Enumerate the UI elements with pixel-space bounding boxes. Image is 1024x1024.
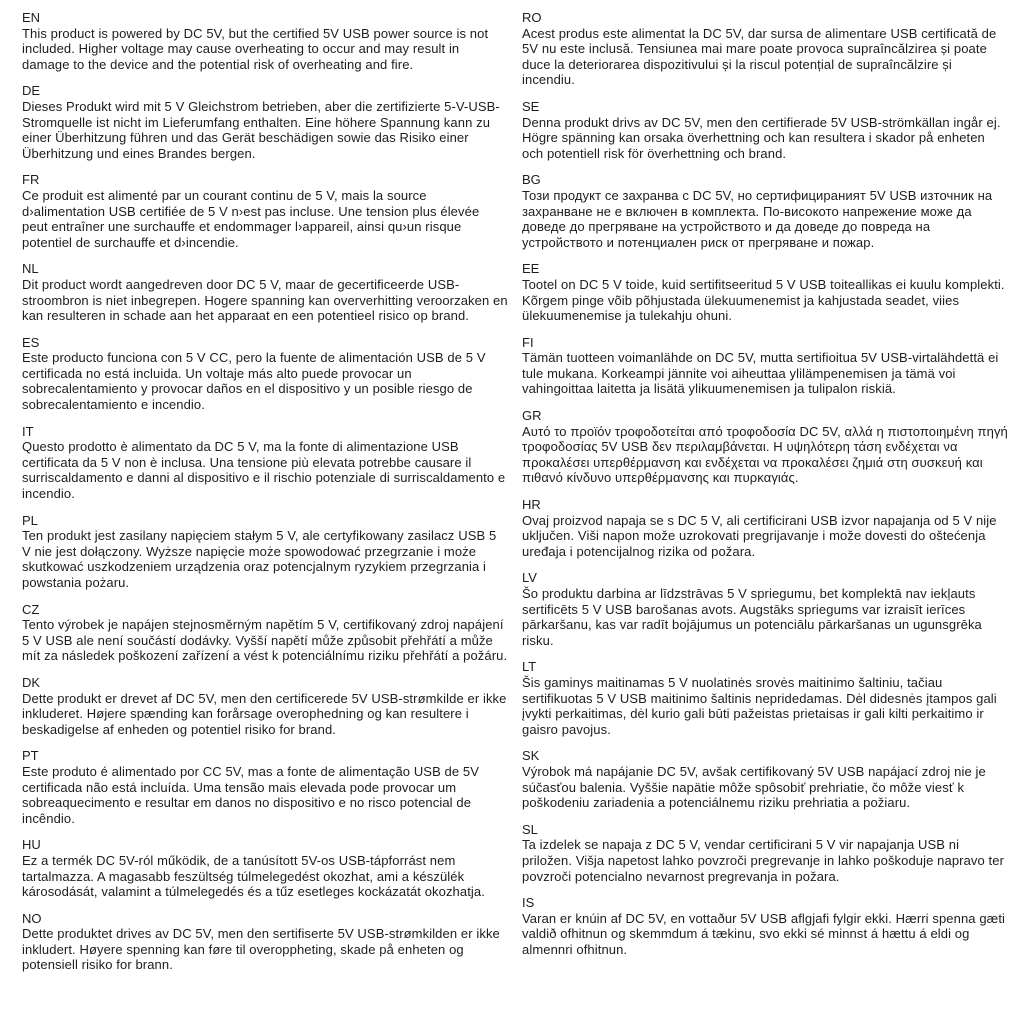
language-code-label: HR: [522, 497, 541, 513]
language-section: [522, 822, 1008, 884]
language-notice-text: Αυτό το προϊόν τροφοδοτείται από τροφοδοσία DC 5V, αλλά η πιστοποιημένη πηγή τροφοδοσίας 5V USB δεν περιλαμβάνεται. Η υψηλότερη τάση ενδέχεται να προκαλέσει υπερθέρμανση και ενδέχεται να προκαλέσει ζημιά στη συσκευή και πιθανό κίνδυνο υπερθέρμανσης και πυρκαγιάς.: [522, 423, 1008, 486]
language-section: [522, 335, 1008, 397]
language-code-label: PT: [22, 748, 39, 764]
language-notice-text: Tootel on DC 5 V toide, kuid sertifitseeritud 5 V USB toiteallikas ei kuulu komplekti. Kõrgem pinge võib põhjustada ülekuumenemist ja kahjustada seadet, viies ülekuumenemise ja tulekahju ohuni.: [522, 276, 1005, 324]
language-section: [522, 261, 1008, 323]
language-code-label: EE: [522, 261, 540, 277]
language-section: [522, 408, 1008, 486]
language-section: [522, 895, 1008, 957]
language-code-label: FR: [22, 172, 40, 188]
language-section: [22, 675, 508, 737]
language-code-label: SL: [522, 821, 538, 837]
language-section: [522, 99, 1008, 161]
language-section: [522, 172, 1008, 250]
language-notice-text: Ovaj proizvod napaja se s DC 5 V, ali certificirani USB izvor napajanja od 5 V nije uključen. Viši napon može uzrokovati pregrijavanje i može dovesti do oštećenja uređaja i potencijalnog rizika od požara.: [522, 512, 997, 559]
language-section: [22, 261, 508, 323]
language-notice-text: Varan er knúin af DC 5V, en vottaður 5V USB aflgjafi fylgir ekki. Hærri spenna gæti valdið ofhitnun og skemmdum á tækinu, svo ekki sé minnst á hættu á eldi og almennri ofhitnun.: [522, 910, 1006, 957]
language-notice-text: Ce produit est alimenté par un courant continu de 5 V, mais la source d›alimentation USB certifiée de 5 V n›est pas incluse. Une tension plus élevée peut entraîner une surchauffe et endommager l›appareil, ainsi qu›un risque potentiel de surchauffe et d›incendie.: [22, 187, 480, 250]
language-notice-text: Acest produs este alimentat la DC 5V, dar sursa de alimentare USB certificată de 5V nu este inclusă. Tensiunea mai mare poate provoca supraîncălzirea și poate duce la deteriorarea dispozitivului și la riscul potențial de supraîncălzire și incendiu.: [522, 25, 997, 88]
language-notice-text: Tämän tuotteen voimanlähde on DC 5V, mutta sertifioitua 5V USB-virtalähdettä ei tule mukana. Korkeampi jännite voi aiheuttaa ylilämpenemisen ja tämä voi vahingoittaa laitetta ja lisätä ylikuumenemisen ja tulipalon riskiä.: [522, 350, 999, 397]
language-section: [22, 424, 508, 502]
language-code-label: DE: [22, 83, 41, 99]
language-code-label: SE: [522, 98, 540, 114]
language-notice-text: Questo prodotto è alimentato da DC 5 V, ma la fonte di alimentazione USB certificata da 5 V non è inclusa. Una tensione più elevata potrebbe causare il surriscaldamento e danni al dispositivo e il rischio potenziale di surriscaldamento e incendio.: [22, 439, 506, 502]
language-section: [22, 602, 508, 664]
language-notice-text: Šo produktu darbina ar līdzstrāvas 5 V spriegumu, bet komplektā nav iekļauts sertificēts 5 V USB barošanas avots. Augstāks spriegums var izraisīt ierīces pārkaršanu, kas var radīt bojājumus un potenciālu pārkaršanas un ugunsgrēka risku.: [522, 586, 982, 648]
language-code-label: NO: [22, 910, 42, 926]
language-code-label: LV: [522, 570, 537, 586]
language-code-label: PL: [22, 512, 38, 528]
language-notice-text: Ta izdelek se napaja z DC 5 V, vendar certificirani 5 V vir napajanja USB ni priložen. Višja napetost lahko povzroči pregrevanje in lahko poškoduje napravo ter povzroči potencialno nevarnost pregrevanja in požara.: [522, 837, 1005, 884]
language-section: [22, 10, 508, 72]
language-code-label: BG: [522, 172, 541, 188]
language-notice-text: Този продукт се захранва с DC 5V, но сертифицираният 5V USB източник на захранване не е включен в комплекта. По-високото напрежение може да доведе до прегряване на устройството и да доведе до повреда на устройството и потенциален риск от прегряване и пожар.: [522, 187, 993, 250]
language-notice-text: Dieses Produkt wird mit 5 V Gleichstrom betrieben, aber die zertifizierte 5-V-USB-Stromquelle ist nicht im Lieferumfang enthalten. Eine höhere Spannung kann zu einer Überhitzung führen und das Gerät beschädigen sowie das Risiko einer Überhitzung und eines Brandes bergen.: [22, 98, 500, 161]
language-code-label: NL: [22, 261, 39, 277]
language-section: [522, 570, 1008, 648]
language-code-label: EN: [22, 10, 41, 25]
language-notice-text: Dette produktet drives av DC 5V, men den sertifiserte 5V USB-strømkilden er ikke inkludert. Høyere spenning kan føre til overoppheting, skade på enheten og potensiell risiko for brann.: [22, 926, 500, 973]
language-section: [22, 748, 508, 826]
language-section: [522, 10, 1008, 88]
language-code-label: LT: [522, 659, 537, 675]
language-section: [22, 911, 508, 973]
language-code-label: HU: [22, 837, 41, 853]
language-section: [522, 748, 1008, 810]
language-notice-text: Este producto funciona con 5 V CC, pero la fuente de alimentación USB de 5 V certificada no está incluida. Un voltaje más alto puede provocar un sobrecalentamiento y provocar daños en el dispositivo y un posible riesgo de sobrecalentamiento e incendio.: [22, 350, 486, 413]
language-section: [22, 837, 508, 899]
language-notice-text: Šis gaminys maitinamas 5 V nuolatinės srovės maitinimo šaltiniu, tačiau sertifikuotas 5 V USB maitinimo šaltinis nepridedamas. Dėl didesnės įtampos gali įvykti perkaitimas, dėl kurio gali būti pažeistas prietaisas ir gali kilti perkaitimo ir gaisro pavojus.: [522, 674, 997, 737]
language-notice-text: Denna produkt drivs av DC 5V, men den certifierade 5V USB-strömkällan ingår ej. Högre spänning kan orsaka överhettning och kan resultera i skador på enheten och potentiell risk för överhettning och brand.: [522, 114, 1001, 161]
language-code-label: CZ: [22, 601, 40, 617]
language-notice-text: Výrobok má napájanie DC 5V, avšak certifikovaný 5V USB napájací zdroj nie je súčasťou balenia. Vyššie napätie môže spôsobiť prehriatie, čo môže viesť k poškodeniu zariadenia a potenciálnemu riziku prehriatia a požiaru.: [522, 763, 986, 811]
language-section: [522, 659, 1008, 737]
language-code-label: IT: [22, 423, 34, 439]
language-notice-text: Ten produkt jest zasilany napięciem stałym 5 V, ale certyfikowany zasilacz USB 5 V nie jest dołączony. Wyższe napięcie może spowodować przegrzanie i może skutkować uszkodzeniem urządzenia oraz potencjalnym ryzykiem przegrzania i powstania pożaru.: [22, 528, 497, 590]
left-column: [22, 10, 508, 1024]
language-section: [22, 335, 508, 413]
language-notice-text: This product is powered by DC 5V, but the certified 5V USB power source is not included. Higher voltage may cause overheating to occur and may result in damage to the device and the potential risk of overheating and fire.: [22, 25, 489, 72]
language-code-label: RO: [522, 10, 542, 25]
language-code-label: IS: [522, 895, 535, 911]
language-section: [22, 513, 508, 591]
language-section: [22, 83, 508, 161]
language-code-label: DK: [22, 674, 41, 690]
language-section: [522, 497, 1008, 559]
language-notice-text: Dit product wordt aangedreven door DC 5 V, maar de gecertificeerde USB-stroombron is niet inbegrepen. Hogere spanning kan oververhitting veroorzaken en kan resulteren in schade aan het apparaat en een potentieel risico op brand.: [22, 276, 508, 324]
language-notice-text: Dette produkt er drevet af DC 5V, men den certificerede 5V USB-strømkilde er ikke inkluderet. Højere spænding kan forårsage overophedning og kan resultere i beskadigelse af enheden og potentiel risiko for brand.: [22, 690, 507, 737]
language-code-label: GR: [522, 408, 542, 424]
language-section: [22, 172, 508, 250]
language-code-label: SK: [522, 748, 540, 764]
language-notice-text: Este produto é alimentado por CC 5V, mas a fonte de alimentação USB de 5V certificada não está incluída. Uma tensão mais elevada pode provocar um sobreaquecimento e resultar em danos no dispositivo e no risco potencial de incêndio.: [22, 763, 480, 826]
language-notice-text: Tento výrobek je napájen stejnosměrným napětím 5 V, certifikovaný zdroj napájení 5 V USB ale není součástí dodávky. Vyšší napětí může způsobit přehřátí a může mít za následek poškození zařízení a vést k potenciálnímu riziku přehřátí a požáru.: [22, 617, 508, 664]
language-code-label: ES: [22, 334, 40, 350]
language-code-label: FI: [522, 334, 534, 350]
language-notice-text: Ez a termék DC 5V-ról működik, de a tanúsított 5V-os USB-tápforrást nem tartalmazza. A magasabb feszültség túlmelegedést okozhat, ami a készülék károsodását, valamint a túlmelegedés és a tűz esetleges kockázatát okozhatja.: [22, 852, 485, 900]
right-column: [522, 10, 1008, 1024]
